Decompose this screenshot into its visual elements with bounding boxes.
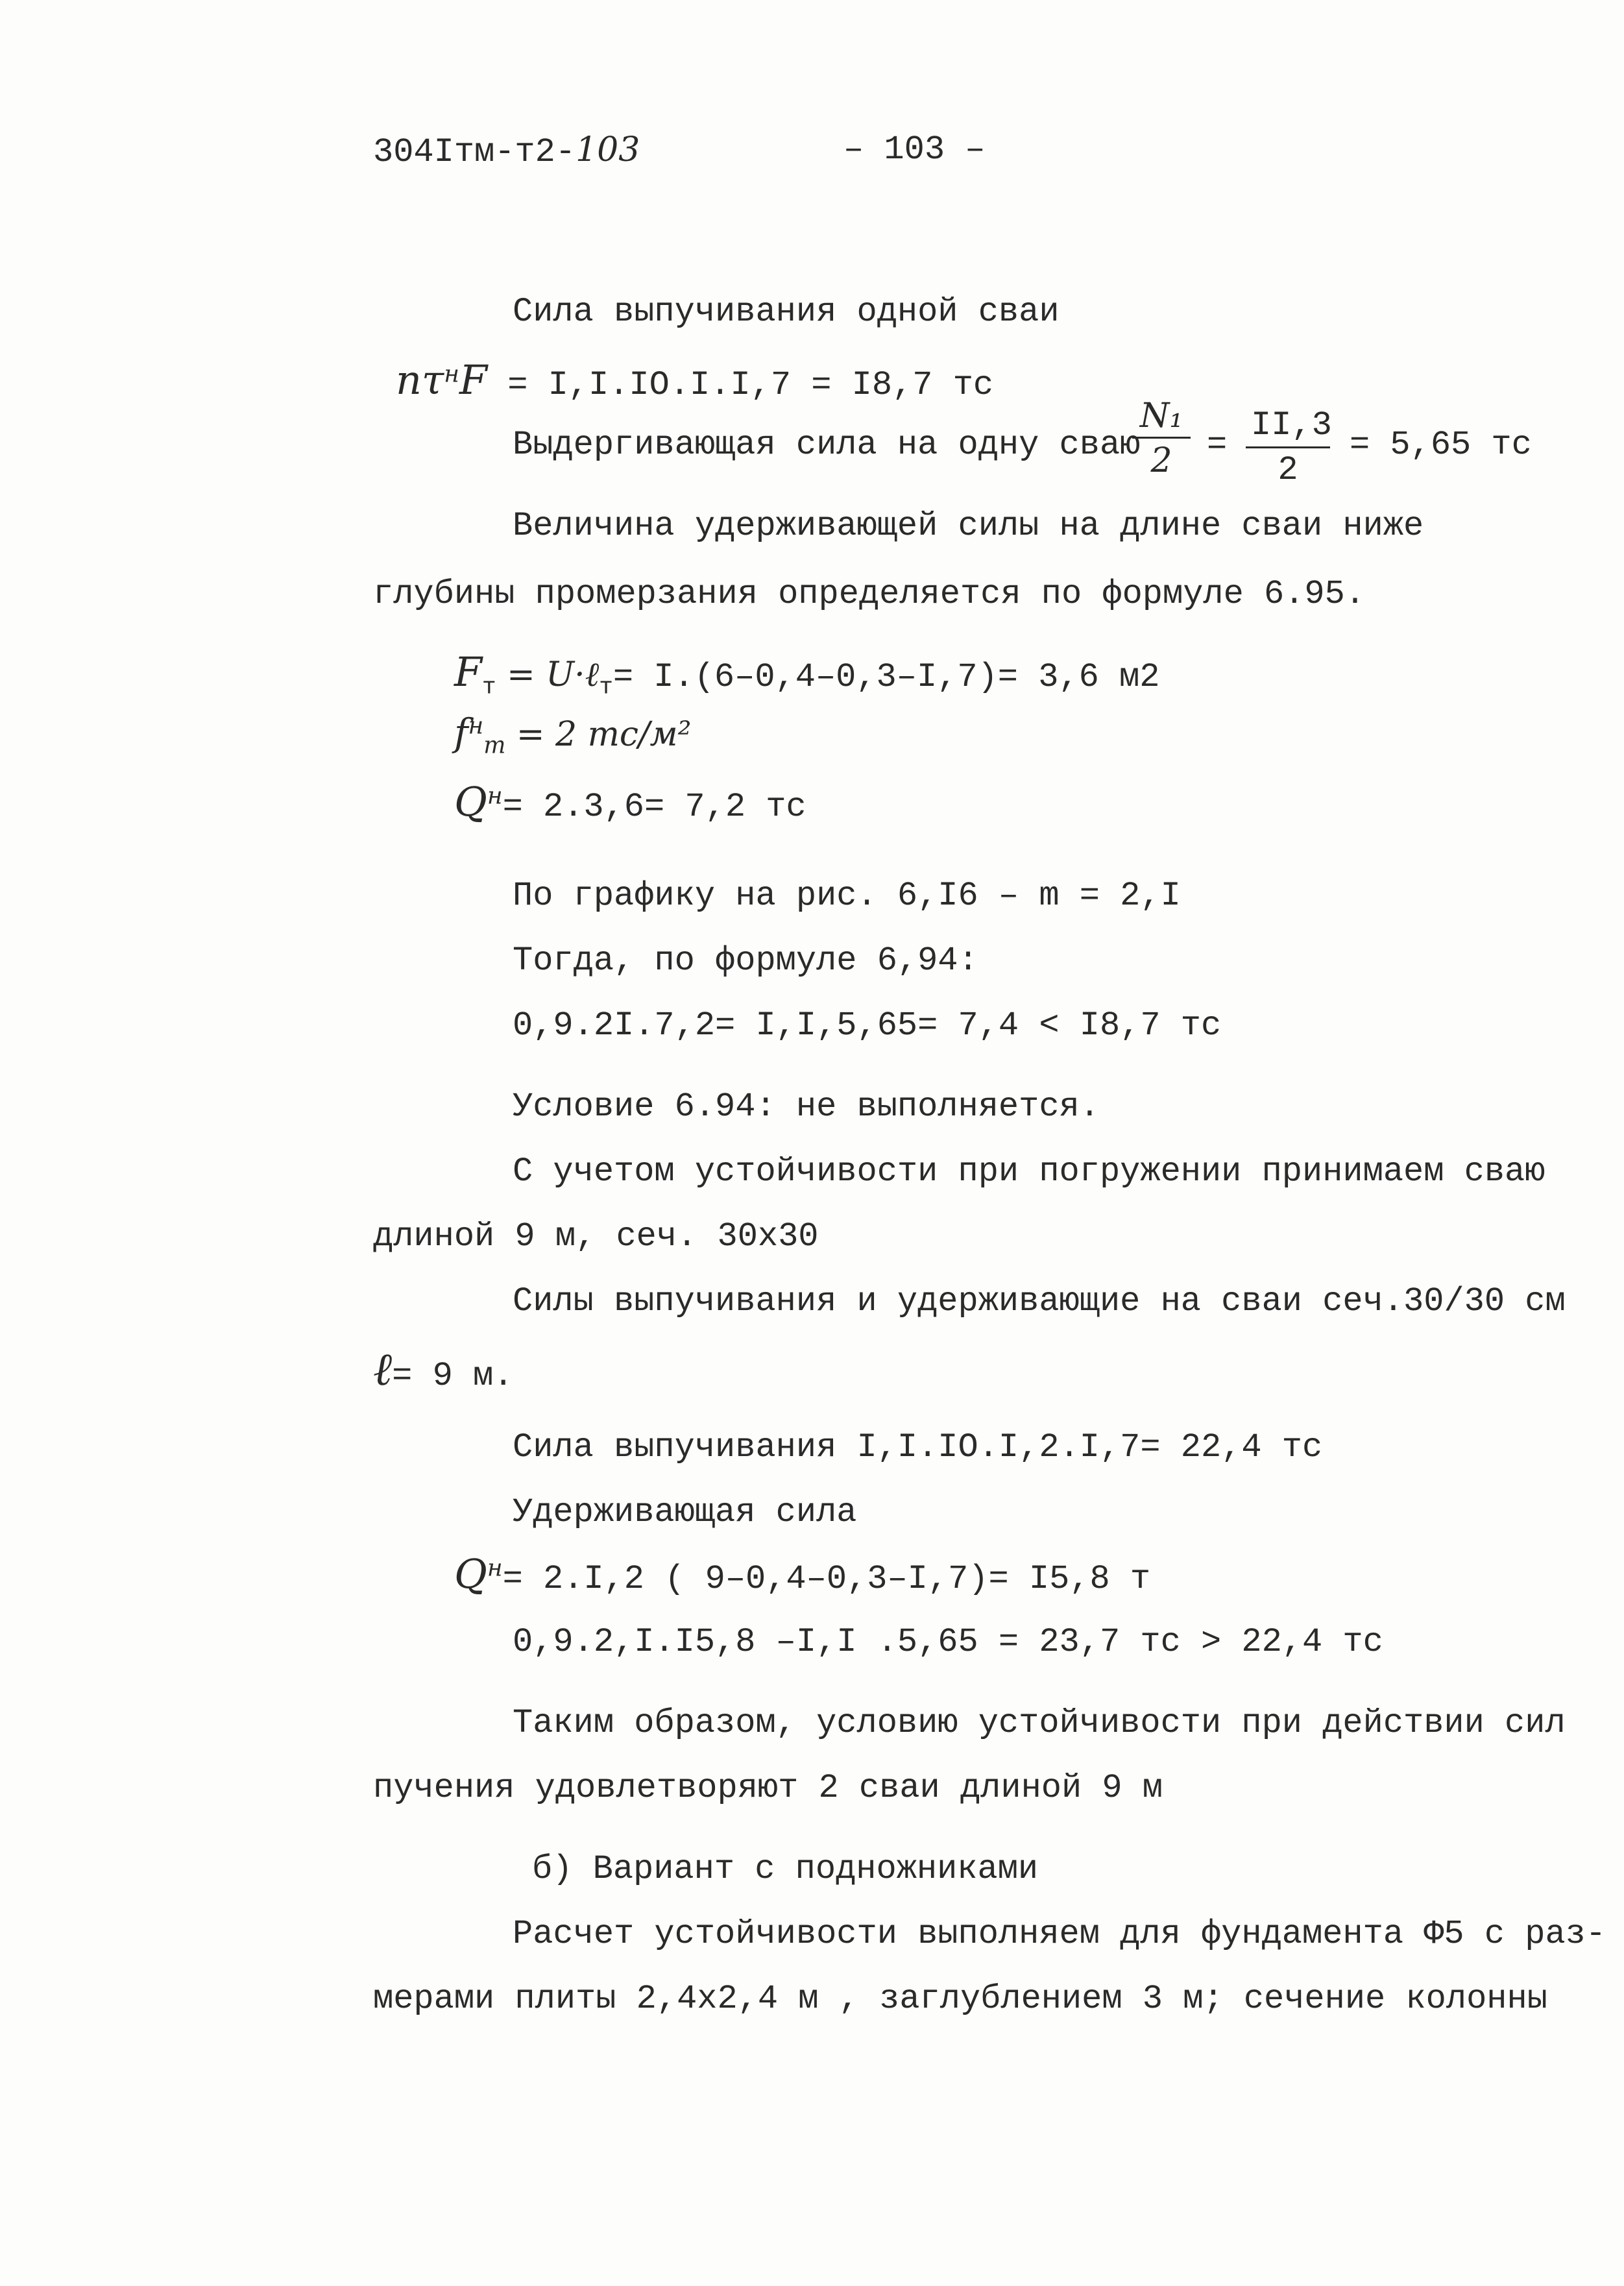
fraction-denominator: 2: [1278, 451, 1298, 489]
text-line-9: По графику на рис. 6,I6 – m = 2,I: [513, 877, 1181, 915]
formula-symbol-l: ℓ: [373, 1343, 393, 1396]
document-code: [373, 130, 640, 171]
subscript-t: т: [482, 674, 496, 701]
text-line-12: Условие 6.94: не выполняется.: [513, 1088, 1100, 1126]
text-line-10: Тогда, по формуле 6,94:: [513, 942, 978, 980]
fraction-numerator: N₁: [1132, 399, 1191, 439]
document-code-typed: 304Iтм-т2-: [373, 133, 576, 171]
text-line-21: Таким образом, условию устойчивости при действии сил: [513, 1704, 1566, 1742]
formula-qn: [454, 778, 806, 826]
text-line-4: Величина удерживающей силы на длине сваи ниже: [513, 507, 1424, 545]
formula-value: = 2.3,6= 7,2 тс: [502, 788, 806, 826]
text-line-20: 0,9.2,I.I5,8 –I,I .5,65 = 23,7 тс > 22,4 тс: [513, 1623, 1383, 1661]
formula-line-2: [396, 356, 994, 404]
formula-u-l: = U·ℓ: [496, 655, 600, 694]
fraction-denominator: 2: [1150, 441, 1172, 480]
formula-symbol-q: Q: [454, 1550, 487, 1598]
formula-ft: [454, 648, 1160, 701]
text-line-1: Сила выпучивания одной сваи: [513, 293, 1060, 331]
page-number: – 103 –: [843, 130, 986, 169]
formula-symbol-f: f: [454, 711, 468, 755]
superscript-n: н: [487, 783, 503, 810]
fraction-result: = 5,65 тс: [1350, 426, 1532, 464]
formula-value: = 9 м.: [392, 1357, 514, 1395]
formula-value: = I,I.IO.I.I,7 = I8,7 тс: [487, 366, 994, 404]
fraction-113-over-2: [1246, 406, 1332, 489]
superscript-n: н: [444, 361, 459, 388]
formula-fn: [454, 711, 692, 759]
text-line-22: пучения удовлетворяют 2 сваи длиной 9 м: [373, 1769, 1163, 1807]
formula-symbol-f: F: [454, 648, 483, 696]
formula-symbol-f: F: [459, 356, 487, 404]
formula-symbol-q: Q: [454, 778, 487, 825]
formula-value: = I.(6–0,4–0,3–I,7)= 3,6 м2: [612, 658, 1160, 696]
fraction-numerator: II,3: [1246, 409, 1330, 448]
subscript-t: т: [483, 732, 506, 759]
text-line-17: Сила выпучивания I,I.IO.I,2.I,7= 22,4 тс: [513, 1428, 1323, 1466]
text-line-14: длиной 9 м, сеч. 30х30: [373, 1217, 819, 1256]
formula-symbol-n-tau: nτ: [396, 356, 444, 404]
text-line-3: Выдергивающая сила на одну сваю: [513, 426, 1141, 464]
superscript-n: н: [487, 1555, 503, 1582]
text-line-15: Силы выпучивания и удерживающие на сваи сеч.30/30 см: [513, 1282, 1566, 1320]
equals-sign: =: [1207, 426, 1228, 464]
text-line-13: С учетом устойчивости при погружении принимаем сваю: [513, 1152, 1545, 1191]
text-line-5: глубины промерзания определяется по формуле 6.95.: [373, 575, 1366, 613]
formula-value: = 2.I,2 ( 9–0,4–0,3–I,7)= I5,8 т: [502, 1560, 1151, 1598]
text-line-18: Удерживающая сила: [513, 1493, 857, 1531]
text-line-25: мерами плиты 2,4х2,4 м , заглублением 3 м; сечение колонны: [373, 1980, 1547, 2018]
section-heading: б) Вариант с подножниками: [532, 1850, 1039, 1888]
document-code-handwritten: 103: [576, 130, 640, 169]
text-line-11: 0,9.2I.7,2= I,I,5,65= 7,4 < I8,7 тс: [513, 1006, 1222, 1045]
text-line-24: Расчет устойчивости выполняем для фундамента Ф5 с раз-: [513, 1915, 1606, 1953]
superscript-n: н: [468, 712, 484, 740]
subscript-t: т: [599, 674, 613, 701]
formula-qn-2: [454, 1550, 1151, 1598]
formula-length: [373, 1343, 514, 1396]
fraction-n1-over-2: [1132, 396, 1191, 480]
formula-value: = 2 тс/м²: [505, 715, 692, 754]
